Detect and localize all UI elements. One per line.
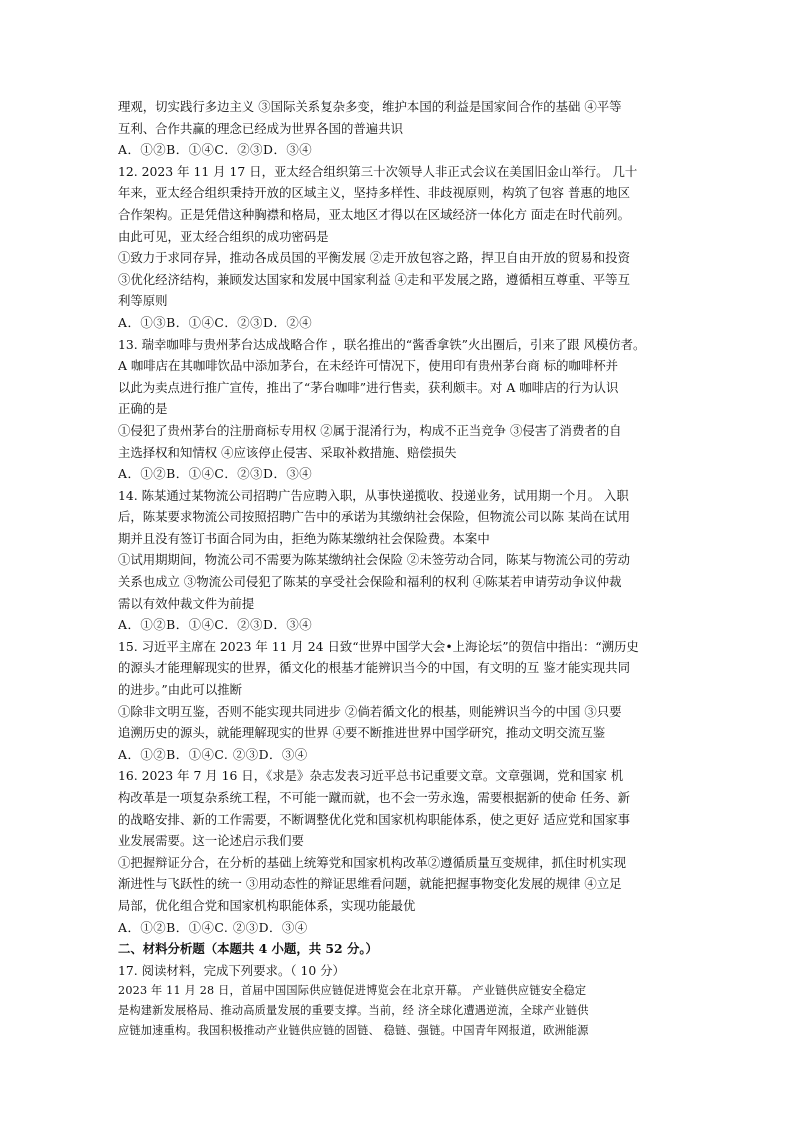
section-heading: 二、材料分析题（本题共 4 小题，共 52 分。） — [118, 941, 378, 957]
question-13-stem: 13. 瑞幸咖啡与贵州茅台达成战略合作 ，联名推出的“酱香拿铁”火出圈后，引来了跟 风模仿者。 — [118, 336, 646, 352]
answer-options: A．①②B．①④C．②③D．③④ — [118, 617, 313, 633]
option-line: 主选择权和知情权 ④应该停止侵害、采取补救措施、赔偿损失 — [118, 444, 457, 460]
option-line: 关系也成立 ③物流公司侵犯了陈某的享受社会保险和福利的权利 ④陈某若申请劳动争议仲裁 — [118, 574, 622, 590]
option-line: 需以有效仲裁文件为前提 — [118, 595, 255, 611]
material-line: 2023 年 11 月 28 日，首届中国国际供应链促进博览会在北京开幕。 产业链供应链安全稳定 — [118, 984, 587, 998]
text-line: 期并且没有签订书面合同为由，拒绝为陈某缴纳社会保险费。本案中 — [118, 530, 490, 546]
text-line: 互利、合作共赢的理念已经成为世界各国的普遍共识 — [118, 120, 403, 136]
text-line: 以此为卖点进行推广宣传，推出了“茅台咖啡”进行售卖，获利颇丰。对 A 咖啡店的行为认识 — [118, 379, 619, 395]
option-line: ①把握辩证分合，在分析的基础上统筹党和国家机构改革②遵循质量互变规律，抓住时机实现 — [118, 854, 627, 870]
text-line: 正确的是 — [118, 401, 168, 417]
text-line: 理观，切实践行多边主义 ③国际关系复杂多变，维护本国的利益是国家间合作的基础 ④平等 — [118, 99, 622, 114]
text-line: 由此可见，亚太经合组织的成功密码是 — [118, 228, 329, 244]
answer-options: A．①②B．①④C. ②③D．③④ — [118, 919, 308, 935]
option-line: ①侵犯了贵州茅台的注册商标专用权 ②属于混淆行为，构成不正当竞争 ③侵害了消费者的自 — [118, 422, 622, 438]
text-line: 合作架构。正是凭借这种胸襟和格局，亚太地区才得以在区域经济一体化方 面走在时代前列。 — [118, 206, 630, 222]
material-line: 是构建新发展格局、推动高质量发展的重要支撑。当前，经 济全球化遭遇逆流，全球产业链供 — [118, 1004, 589, 1018]
document-page — [118, 96, 686, 1041]
text-line: 的战略安排、新的工作需要，不断调整优化党和国家机构职能体系，使之更好 适应党和国家事 — [118, 811, 630, 827]
option-line: 渐进性与飞跃性的统一 ③用动态性的辩证思维看问题，就能把握事物变化发展的规律 ④立足 — [118, 876, 622, 892]
answer-options: A．①②B．①④C. ②③D．③④ — [118, 746, 308, 762]
option-line: ①试用期期间，物流公司不需要为陈某缴纳社会保险 ②未签劳动合同，陈某与物流公司的劳动 — [118, 552, 630, 568]
text-line: 业发展需要。这一论述启示我们要 — [118, 833, 304, 849]
text-line: 构改革是一项复杂系统工程，不可能一蹴而就，也不会一劳永逸，需要根据新的使命 任务、新 — [118, 790, 630, 805]
material-line: 应链加速重构。我国积极推动产业链供应链的固链、 稳链、强链。中国青年网报道，欧洲能源 — [118, 1024, 589, 1038]
answer-options: A．①②B．①④C．②③D．③④ — [118, 466, 313, 482]
question-16-stem: 16. 2023 年 7 月 16 日，《求是》杂志发表习近平总书记重要文章。文章强调，党和国家 机 — [118, 768, 624, 784]
question-17-stem: 17. 阅读材料，完成下列要求。（ 10 分） — [118, 962, 345, 978]
option-line: ①致力于求同存异，推动各成员国的平衡发展 ②走开放包容之路，捍卫自由开放的贸易和投资 — [118, 250, 630, 266]
option-line: ③优化经济结构，兼顾发达国家和发展中国家利益 ④走和平发展之路，遵循相互尊重、平等互 — [118, 271, 630, 287]
answer-options: A．①③B．①④C．②③D．②④ — [118, 314, 313, 330]
option-line: 局部，优化组合党和国家机构职能体系，实现功能最优 — [118, 897, 416, 913]
question-15-stem: 15. 习近平主席在 2023 年 11 月 24 日致“世界中国学大会•上海论坛”的贺信中指出：“溯历史 — [118, 638, 639, 654]
option-line: 追溯历史的源头，就能理解现实的世界 ④要不断推进世界中国学研究，推动文明交流互鉴 — [118, 725, 606, 741]
question-12-stem: 12. 2023 年 11 月 17 日，亚太经合组织第三十次领导人非正式会议在美国旧金山举行。 几十 — [118, 163, 638, 179]
text-line: 的源头才能理解现实的世界，循文化的根基才能辨识当今的中国，有文明的互 鉴才能实现共同 — [118, 660, 630, 676]
option-line: 利等原则 — [118, 293, 168, 309]
text-line: 后，陈某要求物流公司按照招聘广告中的承诺为其缴纳社会保险，但物流公司以陈 某尚在试用 — [118, 509, 630, 525]
text-line: 的进步。”由此可以推断 — [118, 682, 243, 698]
text-line: 年来，亚太经合组织秉持开放的区域主义，坚持多样性、非歧视原则，构筑了包容 普惠的地区 — [118, 185, 630, 201]
text-line: A 咖啡店在其咖啡饮品中添加茅台，在未经许可情况下，使用印有贵州茅台商 标的咖啡杯并 — [118, 358, 619, 374]
option-line: ①除非文明互鉴，否则不能实现共同进步 ②倘若循文化的根基，则能辨识当今的中国 ③只要 — [118, 703, 622, 719]
answer-options: A．①②B．①④C．②③D．③④ — [118, 142, 313, 158]
question-14-stem: 14. 陈某通过某物流公司招聘广告应聘入职，从事快递揽收、投递业务，试用期一个月。 入职 — [118, 487, 629, 503]
